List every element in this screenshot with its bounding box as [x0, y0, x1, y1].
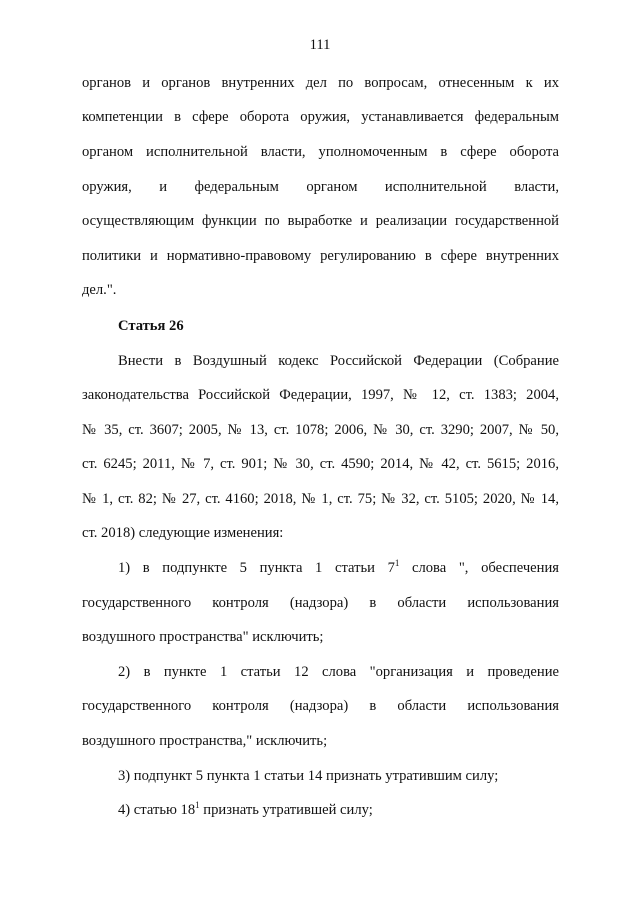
list-item-2: 2) в пункте 1 статьи 12 слова "организация и проведение	[118, 664, 559, 680]
text-line: оружия, и федеральным органом исполнительной власти,	[82, 179, 559, 195]
text-line: осуществляющим функции по выработке и реализации государственной	[82, 213, 559, 229]
text-line: № 1, ст. 82; № 27, ст. 4160; 2018, № 1, ст. 75; № 32, ст. 5105; 2020, № 14,	[82, 491, 559, 507]
text-line: законодательства Российской Федерации, 1997, № 12, ст. 1383; 2004,	[82, 387, 559, 403]
text-line: ст. 2018) следующие изменения:	[82, 525, 284, 541]
text-line: воздушного пространства," исключить;	[82, 733, 328, 749]
text-line: № 35, ст. 3607; 2005, № 13, ст. 1078; 2006, № 30, ст. 3290; 2007, № 50,	[82, 422, 559, 438]
text-line: воздушного пространства" исключить;	[82, 629, 324, 645]
text-segment: 1) в подпункте 5 пункта 1 статьи 7	[118, 560, 395, 576]
text-line: органов и органов внутренних дел по вопросам, отнесенным к их	[82, 75, 559, 91]
text-line: государственного контроля (надзора) в области использования	[82, 595, 559, 611]
text-segment: 4) статью 18	[118, 802, 196, 818]
text-line: дел.".	[82, 282, 117, 298]
list-item-4	[118, 802, 559, 819]
page-number: 111	[309, 37, 331, 53]
superscript: 1	[195, 800, 200, 811]
text-segment: слова ", обеспечения	[399, 560, 559, 576]
article-heading: Статья 26	[118, 318, 184, 334]
text-line: государственного контроля (надзора) в области использования	[82, 698, 559, 714]
text-line: компетенции в сфере оборота оружия, устанавливается федеральным	[82, 109, 559, 125]
text-segment: признать утратившей силу;	[199, 802, 373, 818]
list-item-3: 3) подпункт 5 пункта 1 статьи 14 признать утратившим силу;	[118, 768, 499, 784]
list-item-1	[118, 560, 559, 577]
text-line: органом исполнительной власти, уполномоченным в сфере оборота	[82, 144, 559, 160]
superscript: 1	[394, 558, 400, 569]
text-line: политики и нормативно-правовому регулированию в сфере внутренних	[82, 248, 559, 264]
text-line: ст. 6245; 2011, № 7, ст. 901; № 30, ст. 4590; 2014, № 42, ст. 5615; 2016,	[82, 456, 559, 472]
text-line: Внести в Воздушный кодекс Российской Федерации (Собрание	[118, 353, 559, 369]
